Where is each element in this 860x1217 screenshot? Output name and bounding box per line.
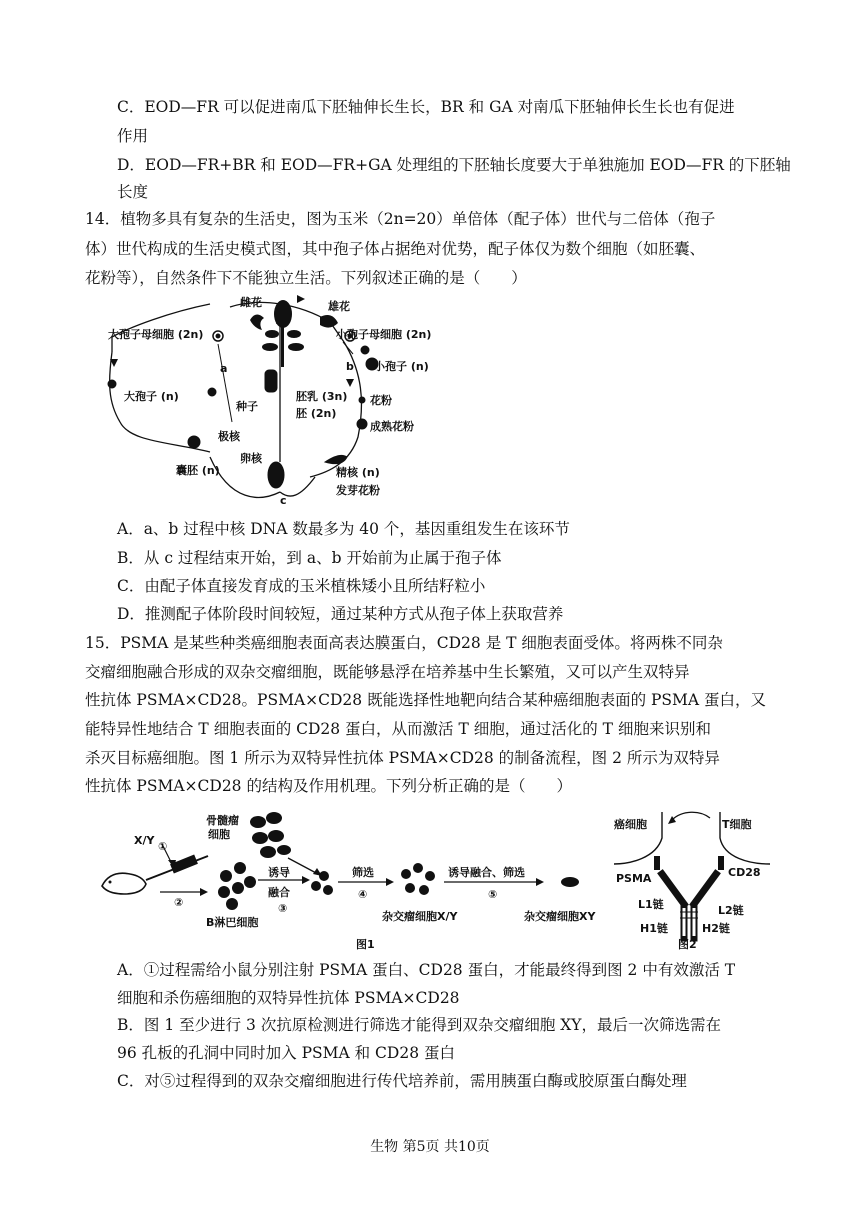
q14-option-a: A．a、b 过程中核 DNA 数最多为 40 个，基因重组发生在该环节 (117, 520, 570, 538)
q15-stem-line6: 性抗体 PSMA×CD28 的结构及作用机理。下列分析正确的是（ ） (85, 777, 572, 795)
label-microsporocyte: 小孢子母细胞 (2n) (336, 328, 432, 341)
q14-stem-line3: 花粉等），自然条件下不能独立生活。下列叙述正确的是（ ） (85, 269, 527, 287)
fig2-h1: H1链 (640, 922, 668, 935)
fig2-caption: 图2 (678, 938, 697, 951)
label-female-flower: 雌花 (240, 296, 262, 309)
label-embryo: 胚 (2n) (296, 407, 337, 420)
fig2-cd28: CD28 (728, 866, 761, 879)
fig2-h2: H2链 (702, 922, 730, 935)
label-mature-pollen: 成熟花粉 (370, 420, 414, 433)
fig1-step4: ④ (358, 888, 368, 901)
q13-option-c-line1: C．EOD—FR 可以促进南瓜下胚轴伸长生长，BR 和 GA 对南瓜下胚轴伸长生长也有促进 (117, 98, 735, 116)
fig1-bone-marrow-1: 骨髓瘤 (206, 814, 239, 827)
fig1-b-cell: B淋巴细胞 (206, 916, 259, 929)
page-footer: 生物 第5页 共10页 (370, 1139, 490, 1155)
q13-option-c-line2: 作用 (117, 127, 149, 145)
label-egg-nucleus: 卵核 (240, 452, 262, 465)
fig1-bone-marrow-2: 细胞 (208, 828, 230, 841)
q15-option-c: C．对⑤过程得到的双杂交瘤细胞进行传代培养前，需用胰蛋白酶或胶原蛋白酶处理 (117, 1072, 687, 1090)
q15-stem-line1: 15．PSMA 是某些种类癌细胞表面高表达膜蛋白，CD28 是 T 细胞表面受体。将两株不同杂 (85, 634, 723, 652)
q14-stem-line1: 14．植物多具有复杂的生活史，图为玉米（2n=20）单倍体（配子体）世代与二倍体（孢子 (85, 210, 716, 228)
fig1-induce-1: 诱导 (268, 866, 290, 879)
fig1-step5: ⑤ (488, 888, 498, 901)
label-male-flower: 雄花 (328, 300, 350, 313)
fig1-xy: X/Y (134, 834, 155, 847)
q14-option-c: C．由配子体直接发育成的玉米植株矮小且所结籽粒小 (117, 577, 486, 595)
q15-stem-line2: 交瘤细胞融合形成的双杂交瘤细胞，既能够悬浮在培养基中生长繁殖，又可以产生双特异 (85, 663, 690, 681)
label-seed: 种子 (236, 400, 258, 413)
label-pollen: 花粉 (370, 394, 392, 407)
label-endosperm: 胚乳 (3n) (296, 390, 348, 403)
fig2-psma: PSMA (616, 872, 652, 885)
fig1-caption: 图1 (356, 938, 375, 951)
fig2-l1: L1链 (638, 898, 664, 911)
q13-option-d-line2: 长度 (117, 183, 149, 201)
label-megaspore: 大孢子 (n) (124, 390, 179, 403)
fig2-cancer-cell: 癌细胞 (614, 818, 647, 831)
fig1-step1: ① (158, 840, 168, 853)
fig1-induce-screen: 诱导融合、筛选 (448, 866, 525, 879)
label-sperm: 精核 (n) (336, 466, 380, 479)
q14-option-d: D．推测配子体阶段时间较短，通过某种方式从孢子体上获取营养 (117, 605, 564, 623)
q14-stem-line2: 体）世代构成的生活史模式图，其中孢子体占据绝对优势，配子体仅为数个细胞（如胚囊、 (85, 240, 706, 258)
label-megasporocyte: 大孢子母细胞 (2n) (108, 328, 204, 341)
fig2-t-cell: T细胞 (722, 818, 752, 831)
figure-2-antibody (610, 808, 780, 956)
fig1-hybridoma-xy: 杂交瘤细胞X/Y (382, 910, 458, 923)
q14-option-b: B．从 c 过程结束开始，到 a、b 开始前为止属于孢子体 (117, 549, 502, 567)
q15-option-b-line2: 96 孔板的孔洞中同时加入 PSMA 和 CD28 蛋白 (117, 1044, 455, 1062)
q15-stem-line5: 杀灭目标癌细胞。图 1 所示为双特异性抗体 PSMA×CD28 的制备流程，图 2 所示为双特异 (85, 749, 720, 767)
fig1-step2: ② (174, 896, 184, 909)
q15-option-a-line2: 细胞和杀伤癌细胞的双特异性抗体 PSMA×CD28 (117, 989, 460, 1007)
fig1-screen: 筛选 (352, 866, 374, 879)
q13-option-d-line1: D．EOD—FR+BR 和 EOD—FR+GA 处理组的下胚轴长度要大于单独施加 EOD—FR 的下胚轴 (117, 156, 791, 174)
q15-option-a-line1: A．①过程需给小鼠分别注射 PSMA 蛋白、CD28 蛋白，才能最终得到图 2 中有效激活 T (117, 961, 736, 979)
fig2-l2: L2链 (718, 904, 744, 917)
q15-stem-line4: 能特异性地结合 T 细胞表面的 CD28 蛋白，从而激活 T 细胞，通过活化的 T 细胞来识别和 (85, 720, 711, 738)
fig1-induce-2: 融合 (268, 886, 290, 899)
q15-stem-line3: 性抗体 PSMA×CD28。PSMA×CD28 既能选择性地靶向结合某种癌细胞表面的 PSMA 蛋白，又 (85, 691, 767, 709)
label-a: a (220, 362, 228, 375)
label-c: c (280, 494, 287, 504)
label-polar-nuclei: 极核 (218, 430, 240, 443)
label-b: b (346, 360, 354, 373)
label-embryo-sac: 囊胚 (n) (176, 464, 220, 477)
label-microspore: 小孢子 (n) (374, 360, 429, 373)
label-germinating-pollen: 发芽花粉 (336, 484, 380, 497)
fig1-step3: ③ (278, 902, 288, 915)
life-cycle-diagram (100, 292, 440, 504)
q15-option-b-line1: B．图 1 至少进行 3 次抗原检测进行筛选才能得到双杂交瘤细胞 XY，最后一次筛选需在 (117, 1016, 722, 1034)
fig1-double-hybridoma: 杂交瘤细胞XY (524, 910, 596, 923)
figure-1-flow (98, 808, 598, 956)
